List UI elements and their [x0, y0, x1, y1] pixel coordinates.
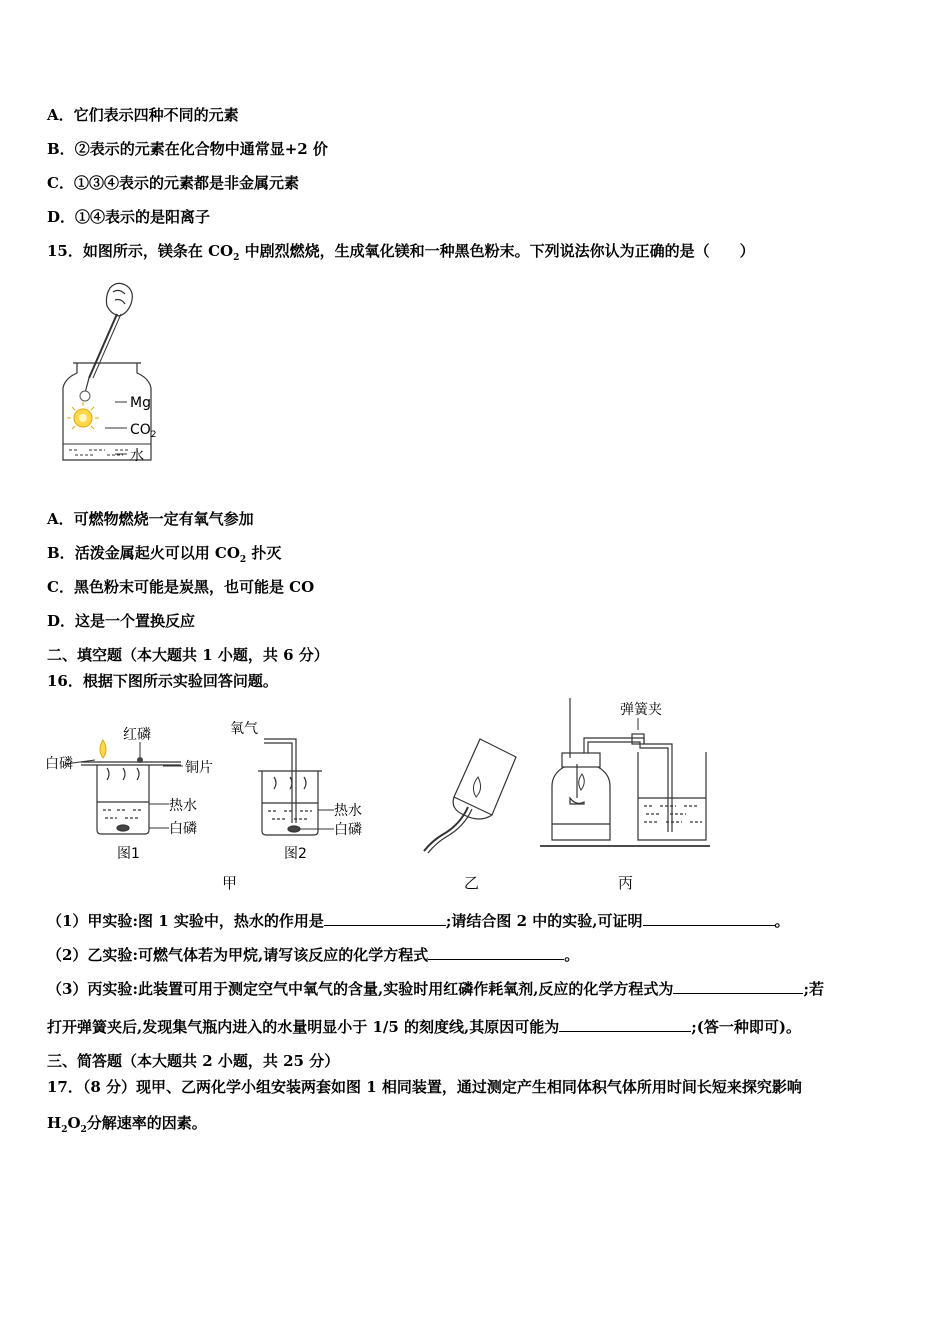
q16-sub-3: （3）丙实验:此装置可用于测定空气中氧气的含量,实验时用红磷作耗氧剂,反应的化学方程式为 ;若 [47, 980, 824, 998]
label-red-phosphorus: 红磷 [123, 727, 151, 743]
label-water: 水 [130, 448, 144, 464]
caption-bing: 丙 [618, 874, 634, 892]
q16-sub-1: （1）甲实验:图 1 实验中，热水的作用是 ;请结合图 2 中的实验,可证明 。 [47, 912, 790, 930]
label-white-phosphorus-top: 白磷 [45, 756, 73, 772]
flame-icon [473, 777, 480, 797]
q16-sub-3-line2: 打开弹簧夹后,发现集气瓶内进入的水量明显小于 1/5 的刻度线,其原因可能为 ;(答一种即可)。 [47, 1018, 801, 1036]
q14-option-a: A．它们表示四种不同的元素 [47, 106, 239, 124]
flame-icon [100, 740, 106, 758]
q17-line-1: 17．（8 分）现甲、乙两化学小组安装两套如图 1 相同装置，通过测定产生相同体积气体所用时间长短来探究影响 [47, 1078, 802, 1096]
q15-option-d: D．这是一个置换反应 [47, 612, 196, 630]
label-copper-sheet: 铜片 [185, 760, 213, 776]
q14-option-d: D．①④表示的是阳离子 [47, 208, 211, 226]
q16-figure-1 [45, 722, 235, 867]
q15-stem: 15．如图所示，镁条在 $CO_2$ 中剧烈燃烧，生成氧化镁和一种黑色粉末。下列说法你认为正确的是（ ） [47, 242, 755, 263]
q16-figure-2 [230, 715, 380, 867]
label-white-phosphorus: 白磷 [334, 822, 362, 838]
q17-line-2: $H_2O_2$分解速率的因素。 [47, 1114, 207, 1135]
caption-figure-1: 图1 [117, 846, 140, 862]
answer-blank[interactable] [643, 911, 775, 926]
label-mg: Mg [130, 395, 151, 411]
flame-icon [579, 774, 585, 790]
caption-yi: 乙 [464, 874, 480, 892]
q15-option-b: B．活泼金属起火可以用 $CO_2$ 扑灭 [47, 544, 282, 565]
answer-blank[interactable] [673, 979, 803, 994]
section-2-title: 二、填空题（本大题共 1 小题，共 6 分） [47, 646, 329, 664]
answer-blank[interactable] [428, 945, 564, 960]
label-spring-clamp: 弹簧夹 [620, 702, 662, 718]
section-3-title: 三、简答题（本大题共 2 小题，共 25 分） [47, 1052, 340, 1070]
label-co2: $CO_2$ [130, 422, 157, 440]
caption-jia: 甲 [222, 874, 238, 892]
q15-figure-mg-burning [55, 278, 175, 468]
label-oxygen: 氧气 [230, 721, 258, 737]
q15-option-a: A．可燃物燃烧一定有氧气参加 [47, 510, 254, 528]
q14-option-c: C．①③④表示的元素都是非金属元素 [47, 174, 299, 192]
caption-figure-2: 图2 [284, 846, 307, 862]
q14-option-b: B．②表示的元素在化合物中通常显+2 价 [47, 140, 328, 158]
answer-blank[interactable] [324, 911, 446, 926]
label-white-phosphorus-bottom: 白磷 [169, 821, 197, 837]
q15-option-c: C．黑色粉末可能是炭黑，也可能是 CO [47, 578, 315, 596]
q16-sub-2: （2）乙实验:可燃气体若为甲烷,请写该反应的化学方程式 。 [47, 946, 580, 964]
hand-with-tongs-icon [85, 283, 132, 393]
flame-icon [67, 402, 99, 429]
label-hot-water: 热水 [169, 798, 197, 814]
answer-blank[interactable] [559, 1017, 691, 1032]
q16-figure-bing [540, 698, 720, 850]
q16-figure-yi [420, 735, 530, 855]
q16-stem: 16．根据下图所示实验回答问题。 [47, 672, 278, 690]
label-hot-water: 热水 [334, 803, 362, 819]
